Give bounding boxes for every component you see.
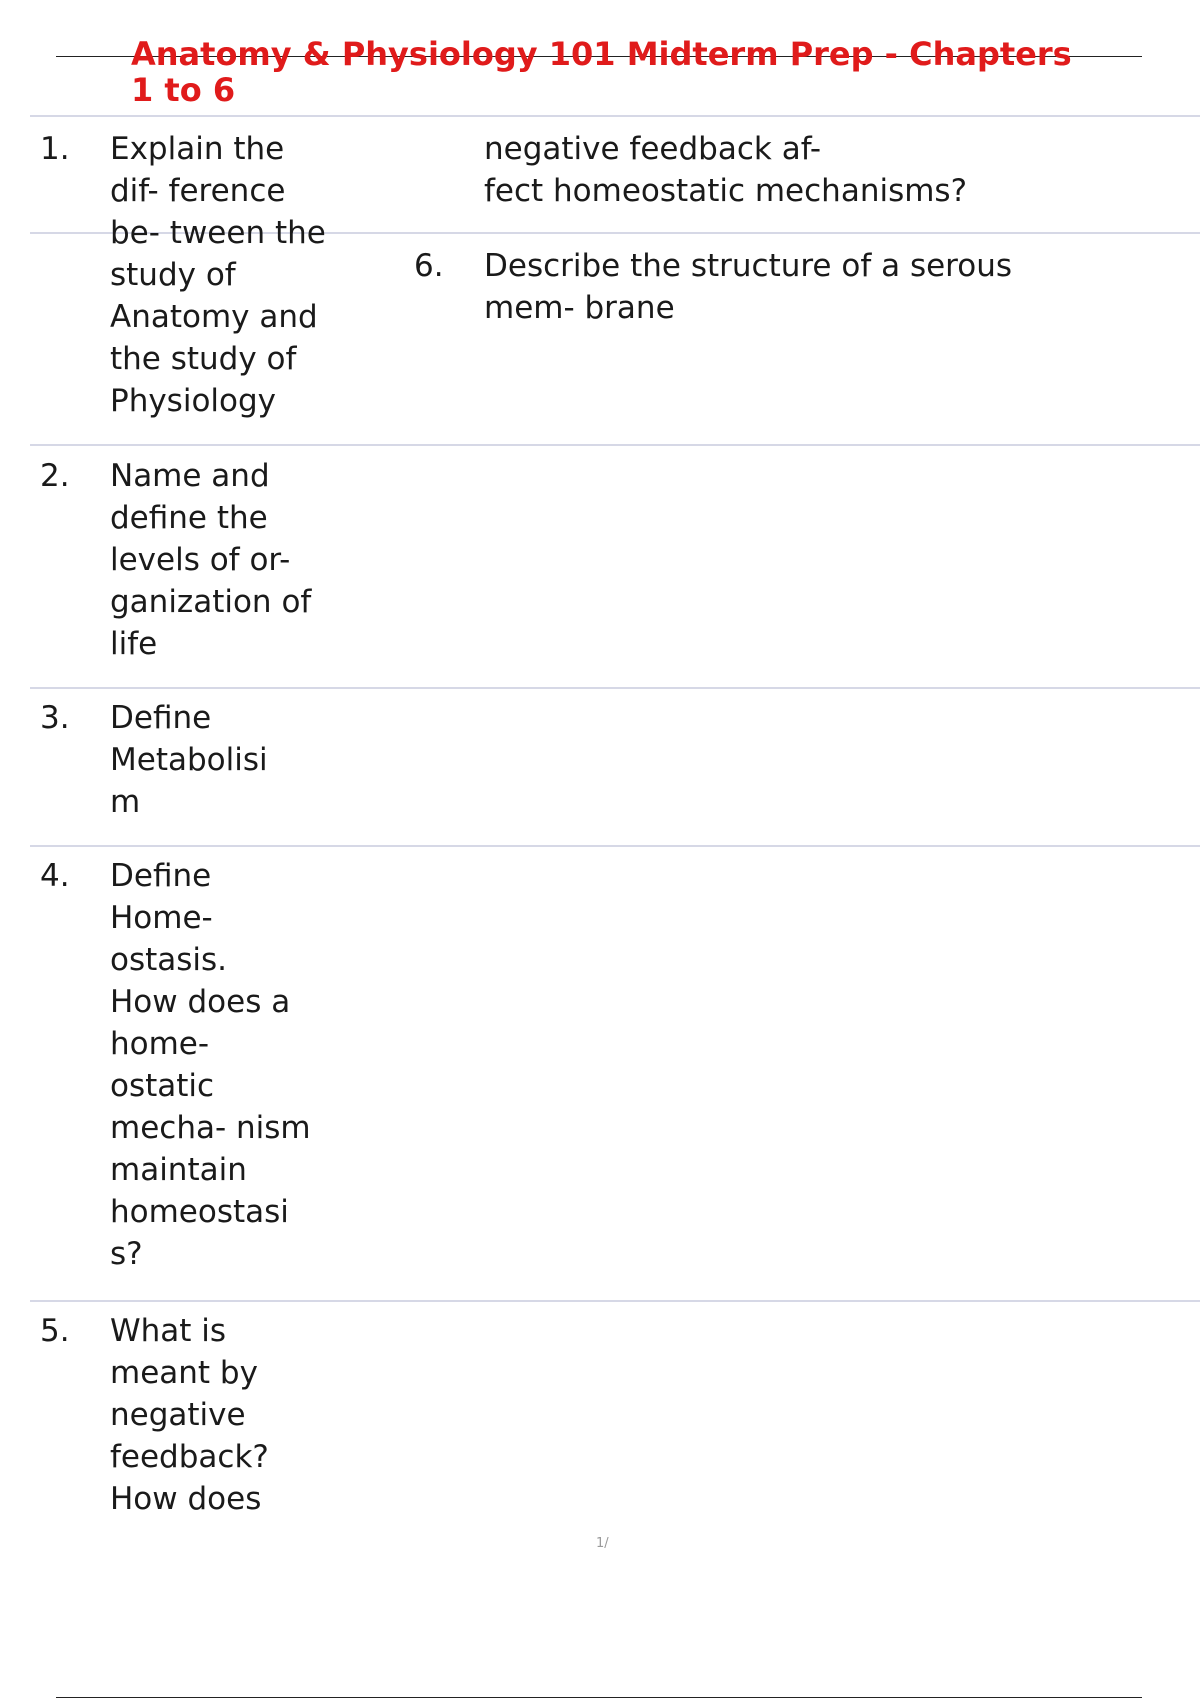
question-number: 3. bbox=[40, 700, 70, 736]
row-divider bbox=[30, 845, 1200, 847]
question-text: Explain the dif- ference be- tween the study of Anatomy and the study of Physiology bbox=[110, 131, 326, 419]
question-text: Describe the structure of a serous mem- brane bbox=[484, 248, 1012, 326]
question-number: 4. bbox=[40, 858, 70, 894]
question-text: What is meant by negative feedback? How does bbox=[110, 1313, 269, 1517]
row-divider bbox=[30, 444, 1200, 446]
row-divider bbox=[30, 687, 1200, 689]
question-number: 5. bbox=[40, 1313, 70, 1349]
question-number: 2. bbox=[40, 458, 70, 494]
question-number: 1. bbox=[40, 131, 70, 167]
document-title: Anatomy & Physiology 101 Midterm Prep - Chapters 1 to 6 bbox=[131, 35, 1072, 109]
question-text: Define Metabolisi m bbox=[110, 700, 268, 820]
question-text: negative feedback af- fect homeostatic mechanisms? bbox=[484, 131, 968, 209]
question-text: Name and define the levels of or- ganization of life bbox=[110, 458, 312, 662]
question-number: 6. bbox=[414, 248, 444, 284]
row-divider bbox=[30, 115, 1200, 117]
question-text: Define Home- ostasis. How does a home- ostatic mecha- nism maintain homeostasi s? bbox=[110, 858, 311, 1272]
bottom-rule bbox=[56, 1697, 1142, 1698]
page-marker: 1/ bbox=[596, 1536, 609, 1551]
row-divider bbox=[30, 1300, 1200, 1302]
